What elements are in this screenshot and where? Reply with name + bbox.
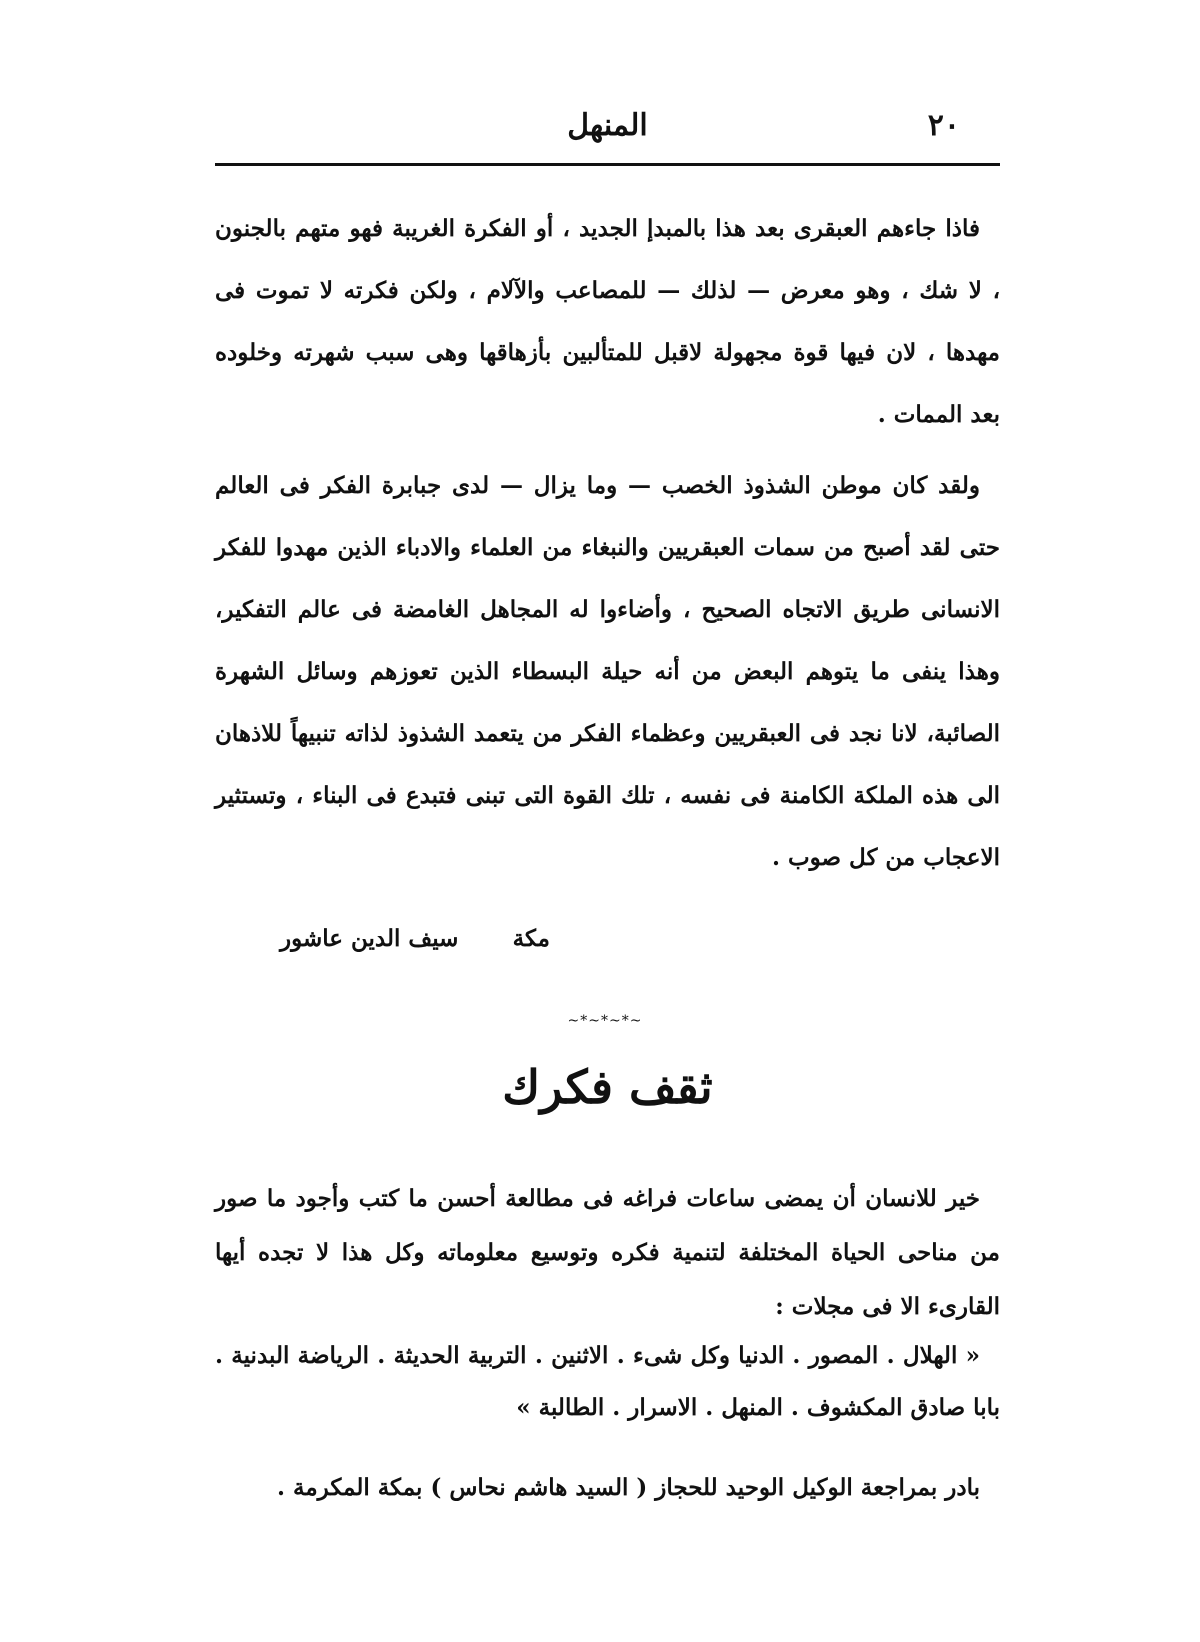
signature-author: سيف الدين عاشور <box>280 925 459 952</box>
journal-title: المنهل <box>567 108 648 143</box>
header-rule <box>215 163 1000 166</box>
ad-paragraph-1: خير للانسان أن يمضى ساعات فراغه فى مطالعة أحسن ما كتب وأجود ما صور من مناحى الحياة المختلفة لتنمية فكره وتوسيع معلوماته وكل هذا لا تجده أيها القارىء الا فى مجلات : <box>215 1185 1000 1320</box>
ad-magazine-list: « الهلال . المصور . الدنيا وكل شىء . الاثنين . التربية الحديثة . الرياضة البدنية . بابا صادق المكشوف . المنهل . الاسرار . الطالبة » <box>215 1342 1000 1421</box>
signature-place: مكة <box>512 925 550 952</box>
article-paragraph-1: فاذا جاءهم العبقرى بعد هذا بالمبدإ الجديد ، أو الفكرة الغريبة فهو متهم بالجنون ، لا شك ، وهو معرض — لذلك — للمصاعب والآلام ، ولكن فكرته لا تموت فى مهدها ، لان فيها قوة مجهولة لاقبل للمتألبين بأزهاقها وهى سبب شهرته وخلوده بعد الممات . <box>215 215 1000 428</box>
article-paragraph-2: ولقد كان موطن الشذوذ الخصب — وما يزال — لدى جبابرة الفكر فى العالم حتى لقد أصبح من سمات العبقريين والنبغاء من العلماء والادباء الذين مهدوا للفكر الانسانى طريق الاتجاه الصحيح ، وأضاءوا له المجاهل الغامضة فى عالم التفكير، وهذا ينفى ما يتوهم البعض من أنه حيلة البسطاء الذين تعوزهم وسائل الشهرة الصائبة، لانا نجد فى العبقريين وعظماء الفكر من يتعمد الشذوذ لذاته تنبيهاً للاذهان الى هذه الملكة الكامنة فى نفسه ، تلك القوة التى تبنى فتبدع فى البناء ، وتستثير الاعجاب من كل صوب . <box>215 472 1000 871</box>
section-title: ثقف فكرك <box>502 1060 713 1114</box>
article-signature <box>280 925 610 965</box>
page-number: ٢٠ <box>927 108 960 143</box>
ad-agent-line: بادر بمراجعة الوكيل الوحيد للحجاز ( السيد هاشم نحاس ) بمكة المكرمة . <box>276 1474 980 1501</box>
page-header <box>215 108 1000 158</box>
section-ornament: ~*~*~*~ <box>567 1013 643 1029</box>
